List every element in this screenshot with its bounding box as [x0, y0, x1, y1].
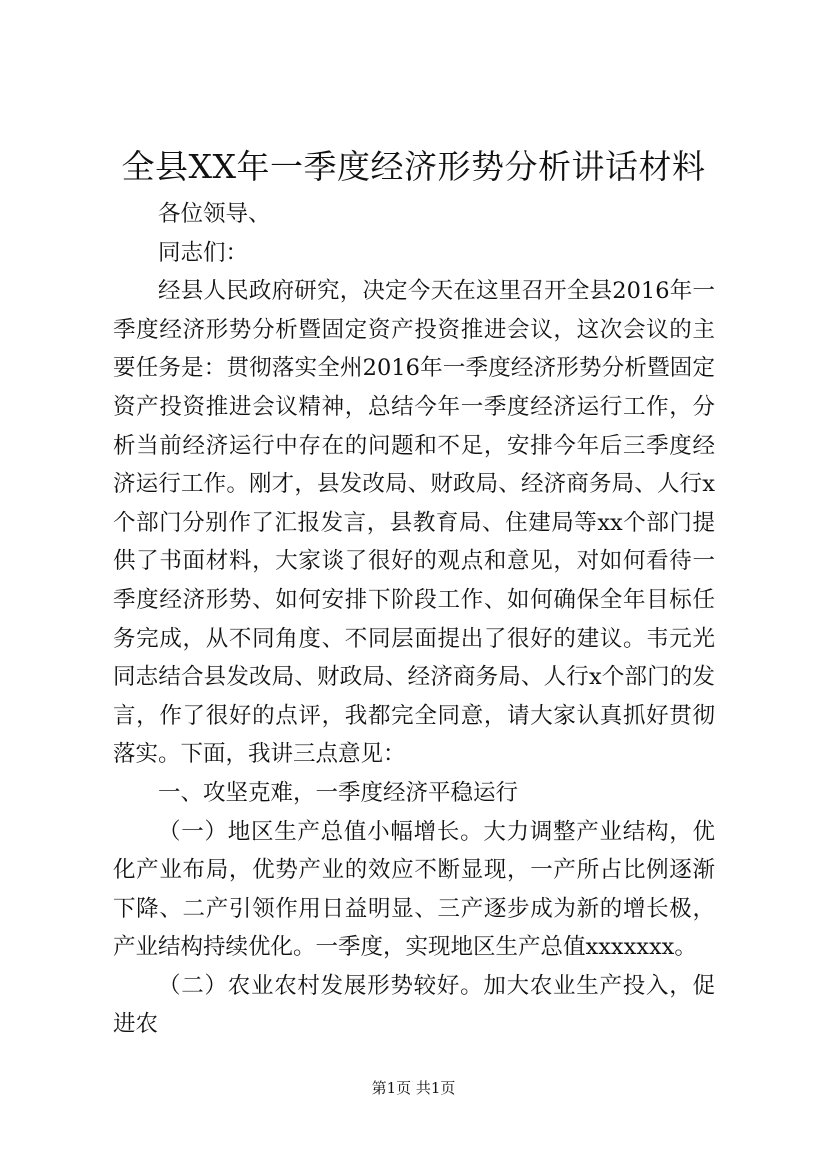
document-title: 全县XX年一季度经济形势分析讲话材料 — [121, 147, 706, 186]
intro-paragraph: 经县人民政府研究，决定今天在这里召开全县2016年一季度经济形势分析暨固定资产投资推进会议，这次会议的主要任务是：贯彻落实全州2016年一季度经济形势分析暨固定资产投资推进会议精神，总结今年一季度经济运行工作，分析当前经济运行中存在的问题和不足，安排今年后三季度经济运行工作。刚才，县发改局、财政局、经济商务局、人行x个部门分别作了汇报发言，县教育局、住建局等xx个部门提供了书面材料，大家谈了很好的观点和意见，对如何看待一季度经济形势、如何安排下阶段工作、如何确保全年目标任务完成，从不同角度、不同层面提出了很好的建议。韦元光同志结合县发改局、财政局、经济商务局、人行x个部门的发言，作了很好的点评，我都完全同意，请大家认真抓好贯彻落实。下面，我讲三点意见： — [113, 278, 715, 768]
subsection-paragraph-1: （一）地区生产总值小幅增长。大力调整产业结构，优化产业布局，优势产业的效应不断显现，一产所占比例逐渐下降、二产引领作用日益明显、三产逐步成为新的增长极，产业结构持续优化。一季度，实现地区生产总值xxxxxxx。 — [113, 818, 715, 961]
document-body — [113, 195, 715, 1044]
section-heading-1: 一、攻坚克难，一季度经济平稳运行 — [158, 779, 519, 806]
salutation-comrades: 同志们： — [158, 239, 249, 266]
page-footer: 第1页 共1页 — [371, 1079, 456, 1097]
salutation-leaders: 各位领导、 — [158, 201, 271, 227]
subsection-paragraph-2: （二）农业农村发展形势较好。加大农业生产投入，促进农 — [113, 972, 715, 1038]
